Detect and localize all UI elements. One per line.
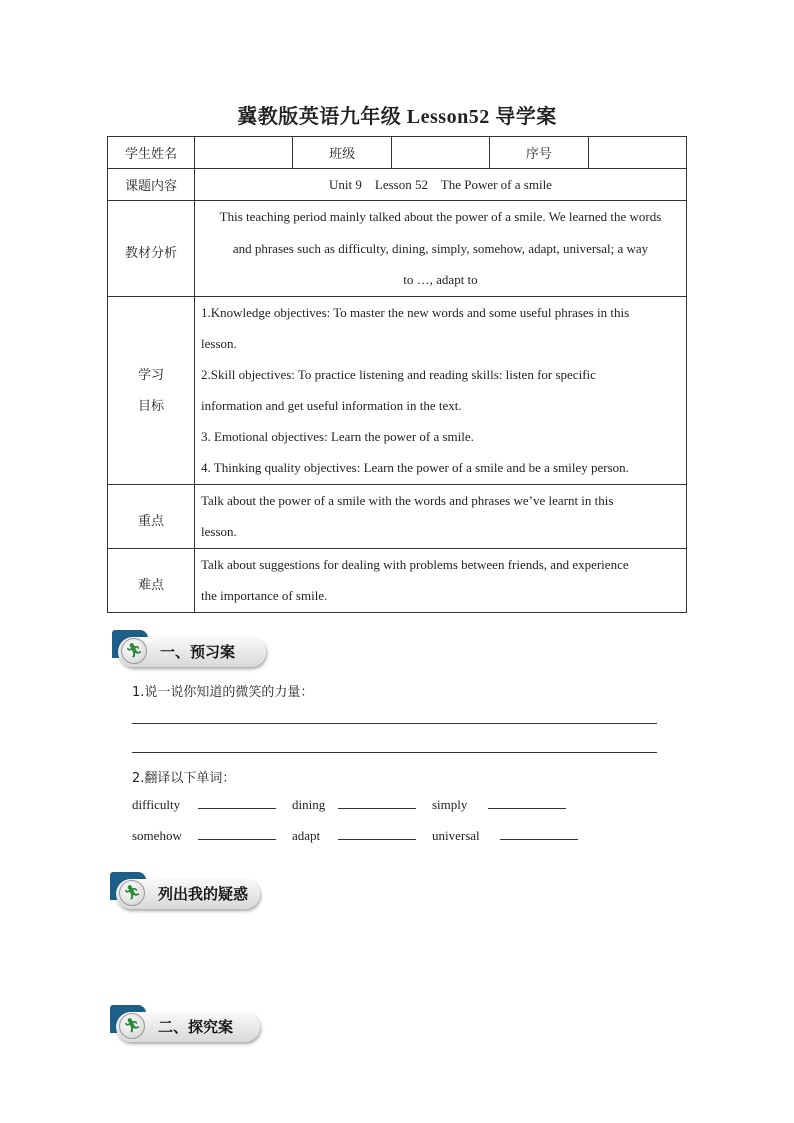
goal-line: lesson. [201, 336, 237, 351]
goal-line: 2.Skill objectives: To practice listening and reading skills: listen for specific [201, 367, 596, 382]
key-line: Talk about the power of a smile with the words and phrases we’ve learnt in this [201, 492, 614, 508]
section-banner-preview [112, 630, 272, 674]
runner-icon: 🏃︎ [121, 638, 147, 664]
vocab-word: simply [432, 797, 468, 812]
question-2: 2.翻译以下单词： [132, 771, 236, 786]
vocab-word: universal [432, 828, 480, 843]
goals-label [108, 296, 195, 484]
name-label: 学生姓名 [108, 137, 195, 169]
goal-line: information and get useful information in the text. [201, 398, 462, 413]
class-field[interactable] [391, 137, 489, 169]
banner-pill [116, 879, 260, 909]
topic-value: Unit 9 Lesson 52 The Power of a smile [195, 169, 687, 201]
goals-label-line: 目标 [137, 398, 164, 413]
vocab-blank[interactable] [198, 826, 276, 840]
class-label: 班级 [293, 137, 391, 169]
banner-pill [116, 1012, 260, 1042]
section-title: 二、探究案 [158, 1018, 234, 1036]
analysis-line: This teaching period mainly talked about the power of a smile. We learned the words [219, 209, 662, 224]
row-goals [108, 296, 687, 484]
row-key [108, 484, 687, 548]
runner-icon: 🏃︎ [119, 880, 145, 906]
section-title: 一、预习案 [160, 643, 236, 661]
section-banner-explore [110, 1005, 270, 1049]
lesson-info-table [107, 136, 687, 613]
vocab-word: dining [292, 797, 326, 812]
vocab-row-2 [132, 826, 594, 844]
vocab-word: somehow [132, 828, 182, 843]
difficult-label: 难点 [108, 548, 195, 612]
analysis-line: and phrases such as difficulty, dining, simply, somehow, adapt, universal; a way [232, 240, 649, 256]
row-analysis [108, 201, 687, 297]
banner-pill [118, 637, 266, 667]
topic-label: 课题内容 [108, 169, 195, 201]
key-label: 重点 [108, 484, 195, 548]
row-difficult [108, 548, 687, 612]
vocab-blank[interactable] [198, 795, 276, 809]
difficult-text [195, 548, 687, 612]
analysis-line: to …, adapt to [403, 272, 478, 287]
page-title: 冀教版英语九年级 Lesson52 导学案 [237, 106, 557, 128]
vocab-blank[interactable] [500, 826, 578, 840]
vocab-row-1 [132, 795, 582, 813]
question-1: 1.说一说你知道的微笑的力量： [132, 685, 314, 700]
key-text [195, 484, 687, 548]
runner-icon: 🏃︎ [119, 1013, 145, 1039]
difficult-line: the importance of smile. [201, 588, 328, 603]
goal-line: 4. Thinking quality objectives: Learn the power of a smile and be a smiley person. [201, 460, 629, 475]
answer-line[interactable] [132, 752, 657, 753]
name-field[interactable] [195, 137, 293, 169]
row-student [108, 137, 687, 169]
analysis-text [195, 201, 687, 297]
number-field[interactable] [588, 137, 686, 169]
section-banner-questions [110, 872, 270, 916]
key-line: lesson. [201, 524, 237, 539]
vocab-blank[interactable] [488, 795, 566, 809]
number-label: 序号 [490, 137, 588, 169]
row-topic [108, 169, 687, 201]
vocab-word: adapt [292, 828, 321, 843]
section-title: 列出我的疑惑 [158, 885, 249, 903]
difficult-line: Talk about suggestions for dealing with problems between friends, and experience [201, 556, 629, 572]
vocab-word: difficulty [132, 797, 181, 812]
answer-line[interactable] [132, 723, 657, 724]
vocab-blank[interactable] [338, 795, 416, 809]
analysis-label: 教材分析 [108, 201, 195, 297]
goals-label-line: 学习 [137, 367, 164, 382]
goals-text [195, 296, 687, 484]
vocab-blank[interactable] [338, 826, 416, 840]
goal-line: 1.Knowledge objectives: To master the new words and some useful phrases in this [201, 305, 630, 320]
goal-line: 3. Emotional objectives: Learn the power of a smile. [201, 429, 474, 444]
